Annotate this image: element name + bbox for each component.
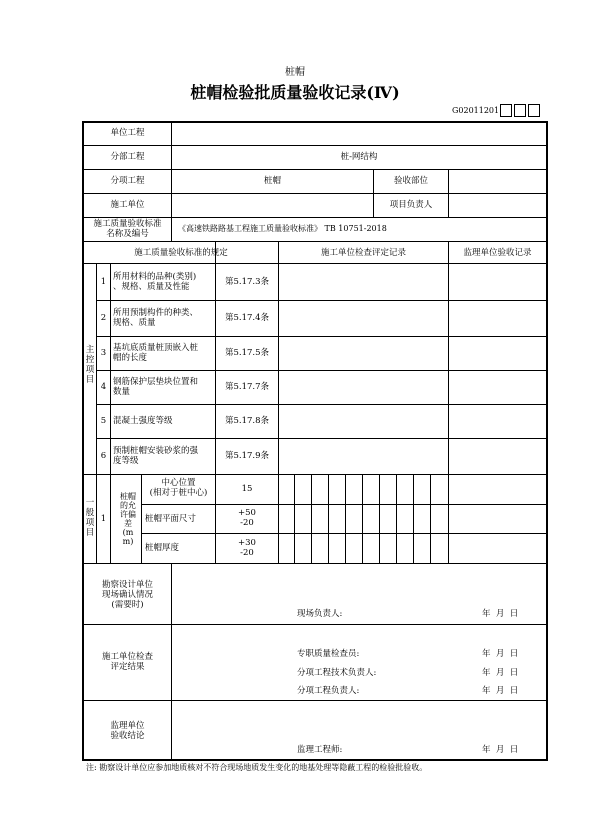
mc-row-6-text2: 度等级	[113, 456, 139, 466]
construction-check-line2: 评定结果	[110, 662, 145, 672]
doc-subtitle: 桩帽	[285, 67, 305, 78]
mc-row-5-no: 5	[100, 416, 107, 426]
mc-row-5-clause: 第5.17.8条	[224, 416, 270, 426]
mc-row-2-clause: 第5.17.4条	[224, 313, 270, 323]
item-project-value[interactable]: 桩帽	[263, 176, 281, 186]
item-leader-label: 项目负责人	[389, 200, 433, 210]
sub-project-value[interactable]: 桩-网结构	[340, 152, 378, 162]
mc-row-2-no: 2	[100, 313, 107, 323]
mc-row-5-check[interactable]	[279, 405, 448, 438]
mc-row-6-supervise[interactable]	[449, 439, 546, 474]
gen-row-1-text1: 中心位置	[161, 478, 196, 488]
survey-signer: 现场负责人:	[297, 609, 343, 619]
sub-project-label: 分部工程	[110, 152, 145, 162]
gen-measure-grid[interactable]	[279, 475, 448, 563]
tolerance-group-label: 桩帽的允许偏差(mm)	[120, 492, 136, 546]
item-project-label: 分项工程	[110, 176, 145, 186]
accept-part-field[interactable]	[449, 170, 546, 193]
construction-unit-label: 施工单位	[110, 200, 145, 210]
mc-row-4-clause: 第5.17.7条	[224, 382, 270, 392]
col-header-std: 施工质量验收标准的规定	[134, 248, 228, 258]
gen-row-3-text1: 桩帽厚度	[145, 543, 180, 553]
standard-value: 《高速铁路路基工程施工质量验收标准》 TB 10751-2018	[178, 224, 387, 233]
general-no: 1	[100, 514, 107, 524]
construction-date-1: 年 月 日	[482, 649, 519, 659]
mc-row-6-check[interactable]	[279, 439, 448, 474]
doc-code: G02011201	[452, 106, 500, 115]
mc-row-1-supervise[interactable]	[449, 264, 546, 300]
unit-project-field[interactable]	[172, 122, 546, 145]
mc-row-1-text1: 所用材料的品种(类别)	[113, 272, 197, 282]
supervision-date: 年 月 日	[482, 745, 519, 755]
survey-label-line3: (需要时)	[111, 600, 144, 610]
mc-row-6-text1: 预制桩帽安装砂浆的强	[113, 446, 199, 456]
mc-row-1-no: 1	[100, 277, 107, 287]
mc-row-6-no: 6	[100, 451, 107, 461]
item-leader-field[interactable]	[449, 194, 546, 217]
gen-supervise[interactable]	[449, 475, 546, 563]
gen-row-2-text1: 桩帽平面尺寸	[145, 514, 197, 524]
mc-row-6-clause: 第5.17.9条	[224, 451, 270, 461]
construction-date-3: 年 月 日	[482, 686, 519, 696]
mc-row-2-check[interactable]	[279, 301, 448, 336]
construction-date-2: 年 月 日	[482, 668, 519, 678]
construction-check-line1: 施工单位检查	[101, 652, 153, 662]
gen-row-2-tol2: -20	[240, 518, 254, 528]
mc-row-1-check[interactable]	[279, 264, 448, 300]
footnote: 注: 勘察设计单位应参加地质核对不符合现场地质发生变化的地基处理等隐蔽工程的检验批验收。	[86, 763, 428, 772]
mc-row-4-text2: 数量	[113, 387, 131, 397]
gen-row-2-tol1: +50	[238, 508, 256, 518]
col-header-check: 施工单位检查评定记录	[320, 248, 406, 258]
quality-inspector-signer: 专职质量检查员:	[297, 649, 360, 659]
col-header-supervise: 监理单位验收记录	[463, 248, 532, 258]
gen-row-1-tol: 15	[241, 484, 253, 494]
mc-row-3-text1: 基坑底质量桩顶嵌入桩	[113, 343, 199, 353]
mc-row-2-text1: 所用预制构件的种类、	[113, 308, 199, 318]
mc-row-3-no: 3	[100, 348, 107, 358]
mc-row-1-clause: 第5.17.3条	[224, 277, 270, 287]
mc-row-3-clause: 第5.17.5条	[224, 348, 270, 358]
construction-unit-field[interactable]	[172, 194, 373, 217]
mc-row-3-text2: 帽的长度	[113, 353, 148, 363]
unit-project-label: 单位工程	[110, 128, 145, 138]
mc-row-5-text1: 混凝土强度等级	[113, 416, 173, 426]
item-leader-signer: 分项工程负责人:	[297, 686, 360, 696]
mc-row-5-supervise[interactable]	[449, 405, 546, 438]
survey-label-line1: 勘察设计单位	[101, 580, 153, 590]
survey-date: 年 月 日	[482, 609, 519, 619]
standard-label-line1: 施工质量验收标准	[93, 219, 162, 229]
gen-row-1-text2: (相对于桩中心)	[149, 488, 208, 498]
doc-title: 桩帽检验批质量验收记录(Ⅳ)	[190, 83, 400, 102]
gen-row-3-tol2: -20	[240, 548, 254, 558]
mc-row-2-text2: 规格、质量	[113, 318, 156, 328]
gen-row-3-tol1: +30	[238, 538, 256, 548]
tech-leader-signer: 分项工程技术负责人:	[297, 668, 377, 678]
mc-row-4-no: 4	[100, 382, 107, 392]
survey-label-line2: 现场确认情况	[101, 590, 153, 600]
mc-row-4-check[interactable]	[279, 371, 448, 404]
supervision-line1: 监理单位	[110, 721, 145, 731]
mc-row-4-text1: 钢筋保护层垫块位置和	[113, 377, 199, 387]
mc-row-3-supervise[interactable]	[449, 337, 546, 370]
supervision-line2: 验收结论	[110, 731, 145, 741]
mc-row-1-text2: 、规格、质量及性能	[113, 282, 190, 292]
main-control-label: 主控项目	[85, 345, 95, 385]
mc-row-4-supervise[interactable]	[449, 371, 546, 404]
standard-label-line2: 名称及编号	[106, 229, 149, 239]
mc-row-2-supervise[interactable]	[449, 301, 546, 336]
mc-row-3-check[interactable]	[279, 337, 448, 370]
accept-part-label: 验收部位	[393, 176, 428, 186]
general-label: 一般项目	[85, 498, 95, 538]
supervision-signer: 监理工程师:	[297, 745, 343, 755]
